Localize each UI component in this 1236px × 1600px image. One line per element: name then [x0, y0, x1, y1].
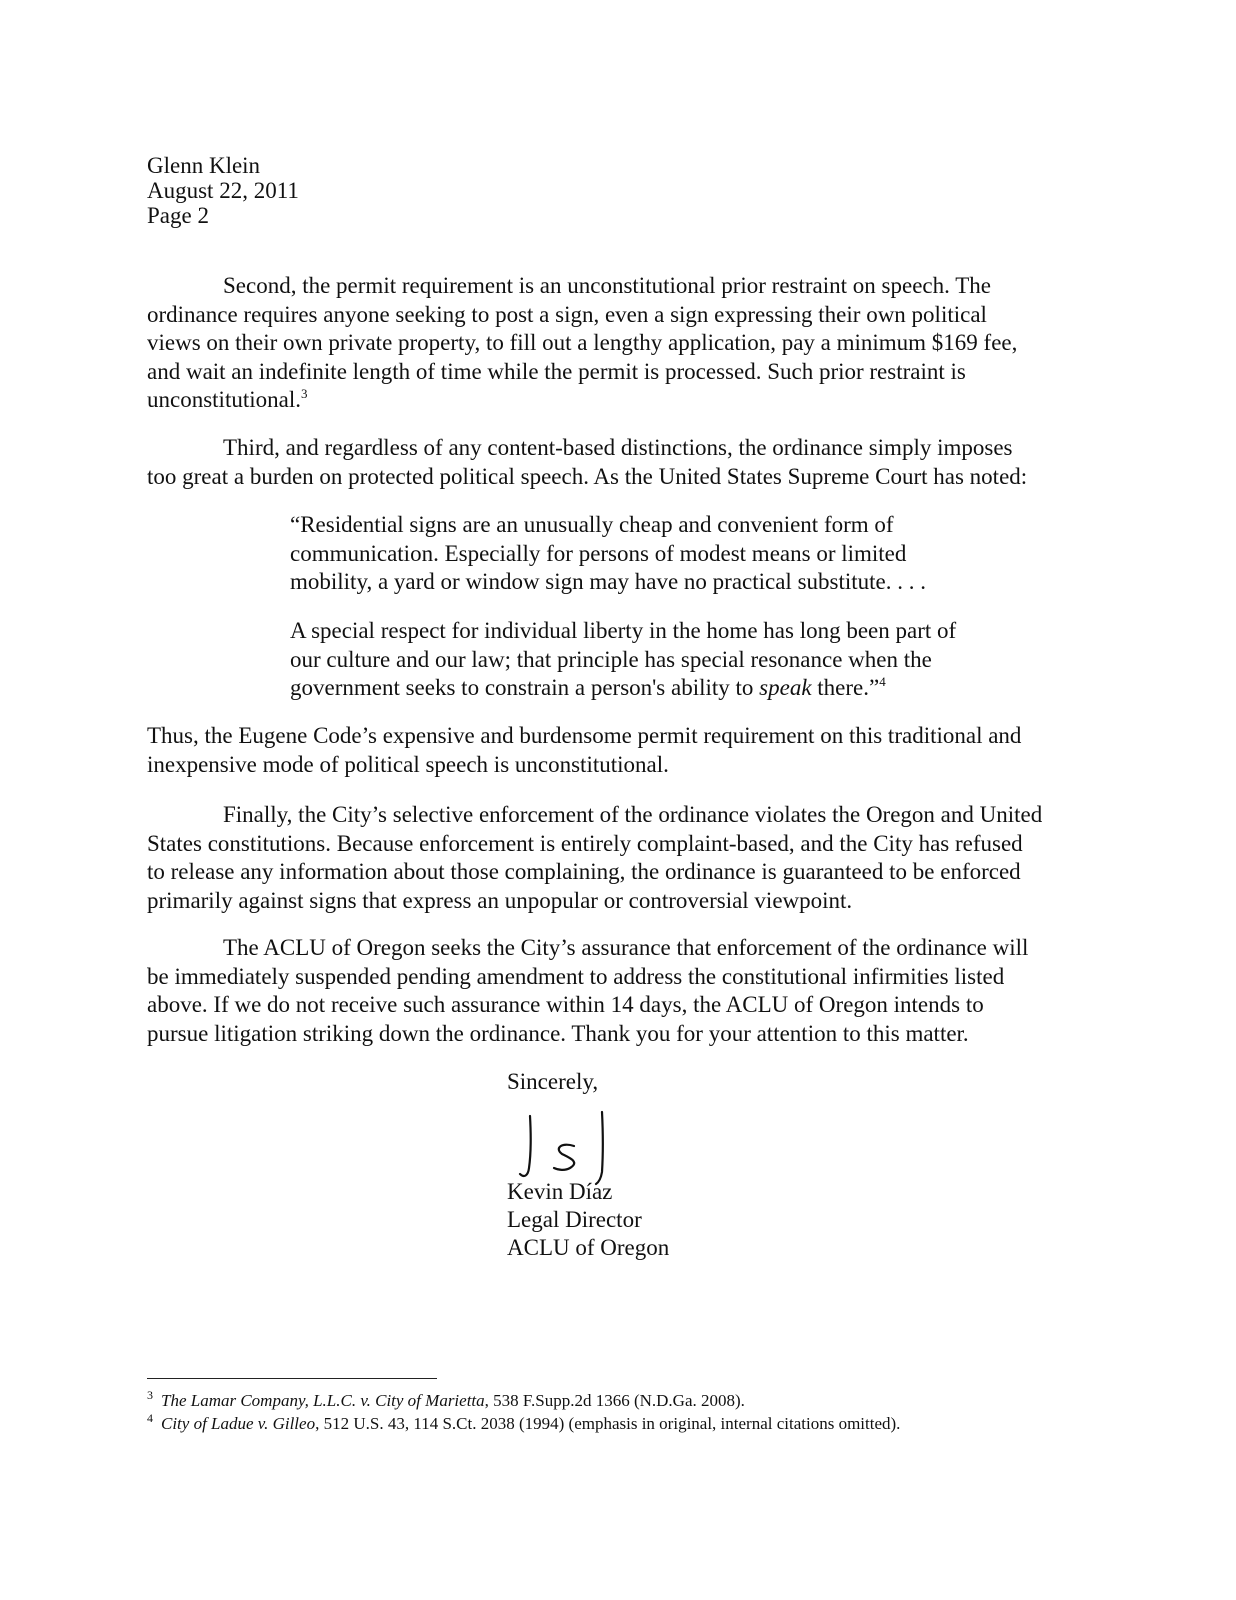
paragraph-line: Second, the permit requirement is an unconstitutional prior restraint on speech. The	[223, 273, 991, 298]
line-text: unconstitutional.	[147, 387, 301, 412]
paragraph-aclu-request	[147, 934, 1028, 1048]
emphasis-text: speak	[759, 675, 812, 700]
quote-line	[290, 674, 956, 703]
footnote-3	[147, 1390, 745, 1412]
closing	[507, 1068, 598, 1096]
page-number: Page 2	[147, 203, 209, 228]
paragraph-line: to release any information about those complaining, the ordinance is guaranteed to be enforced	[147, 859, 1021, 884]
paragraph-third	[147, 434, 1027, 491]
paragraph-line: above. If we do not receive such assurance within 14 days, the ACLU of Oregon intends to	[147, 992, 984, 1017]
paragraph-line: ordinance requires anyone seeking to post a sign, even a sign expressing their own political	[147, 301, 987, 327]
paragraph-line: views on their own private property, to fill out a lengthy application, pay a minimum $169 fee,	[147, 330, 1018, 355]
block-quote-2	[290, 617, 956, 703]
paragraph-line: States constitutions. Because enforcement is entirely complaint-based, and the City has refused	[147, 830, 1023, 856]
paragraph-line: be immediately suspended pending amendment to address the constitutional infirmities listed	[147, 963, 1005, 989]
paragraph-line: Third, and regardless of any content-based distinctions, the ordinance simply imposes	[223, 435, 1013, 460]
signer-organization: ACLU of Oregon	[507, 1235, 670, 1260]
signature-block	[507, 1178, 669, 1262]
case-name: City of Ladue v. Gilleo	[161, 1414, 316, 1433]
quote-line: A special respect for individual liberty in the home has long been part of	[290, 618, 957, 643]
paragraph-line: too great a burden on protected political speech. As the United States Supreme Court has noted:	[147, 463, 1028, 489]
paragraph-line: The ACLU of Oregon seeks the City’s assurance that enforcement of the ordinance will	[223, 935, 1029, 960]
signature-mark	[510, 1108, 620, 1186]
paragraph-thus	[147, 722, 1021, 779]
paragraph-second	[147, 272, 1017, 415]
paragraph-finally	[147, 801, 1042, 915]
letter-header	[147, 153, 299, 228]
footnote-ref-4[interactable]: 4	[879, 674, 886, 689]
block-quote-1	[290, 511, 926, 597]
case-name: The Lamar Company, L.L.C. v. City of Marietta	[161, 1391, 485, 1410]
paragraph-line: inexpensive mode of political speech is unconstitutional.	[147, 751, 669, 777]
recipient-name: Glenn Klein	[147, 153, 261, 178]
line-text: government seeks to constrain a person's ability to	[290, 675, 760, 700]
quote-line: our culture and our law; that principle has special resonance when the	[290, 646, 932, 672]
citation-text: , 538 F.Supp.2d 1366 (N.D.Ga. 2008).	[484, 1391, 745, 1410]
paragraph-line: pursue litigation striking down the ordinance. Thank you for your attention to this matter.	[147, 1020, 969, 1046]
paragraph-line: Thus, the Eugene Code’s expensive and burdensome permit requirement on this traditional and	[147, 723, 1022, 748]
footnote-4	[147, 1413, 900, 1435]
paragraph-line: primarily against signs that express an unpopular or controversial viewpoint.	[147, 887, 853, 913]
paragraph-line: Finally, the City’s selective enforcement of the ordinance violates the Oregon and United	[223, 802, 1043, 827]
footnote-number: 3	[147, 1388, 153, 1402]
quote-line: communication. Especially for persons of modest means or limited	[290, 540, 907, 566]
paragraph-line: and wait an indefinite length of time while the permit is processed. Such prior restraint is	[147, 358, 966, 384]
letter-date: August 22, 2011	[147, 178, 299, 203]
footnote-number: 4	[147, 1411, 153, 1425]
line-text: there.”	[811, 675, 880, 700]
signer-title: Legal Director	[507, 1207, 642, 1232]
paragraph-line	[147, 386, 1017, 415]
quote-line: mobility, a yard or window sign may have no practical substitute. . . .	[290, 569, 926, 594]
quote-line: “Residential signs are an unusually cheap and convenient form of	[290, 512, 894, 537]
signer-name: Kevin Díaz	[507, 1179, 613, 1204]
footnote-divider	[147, 1378, 437, 1379]
footnote-ref-3[interactable]: 3	[300, 386, 308, 401]
citation-text: , 512 U.S. 43, 114 S.Ct. 2038 (1994) (emphasis in original, internal citations omitted).	[315, 1414, 901, 1433]
closing-text: Sincerely,	[507, 1069, 599, 1094]
